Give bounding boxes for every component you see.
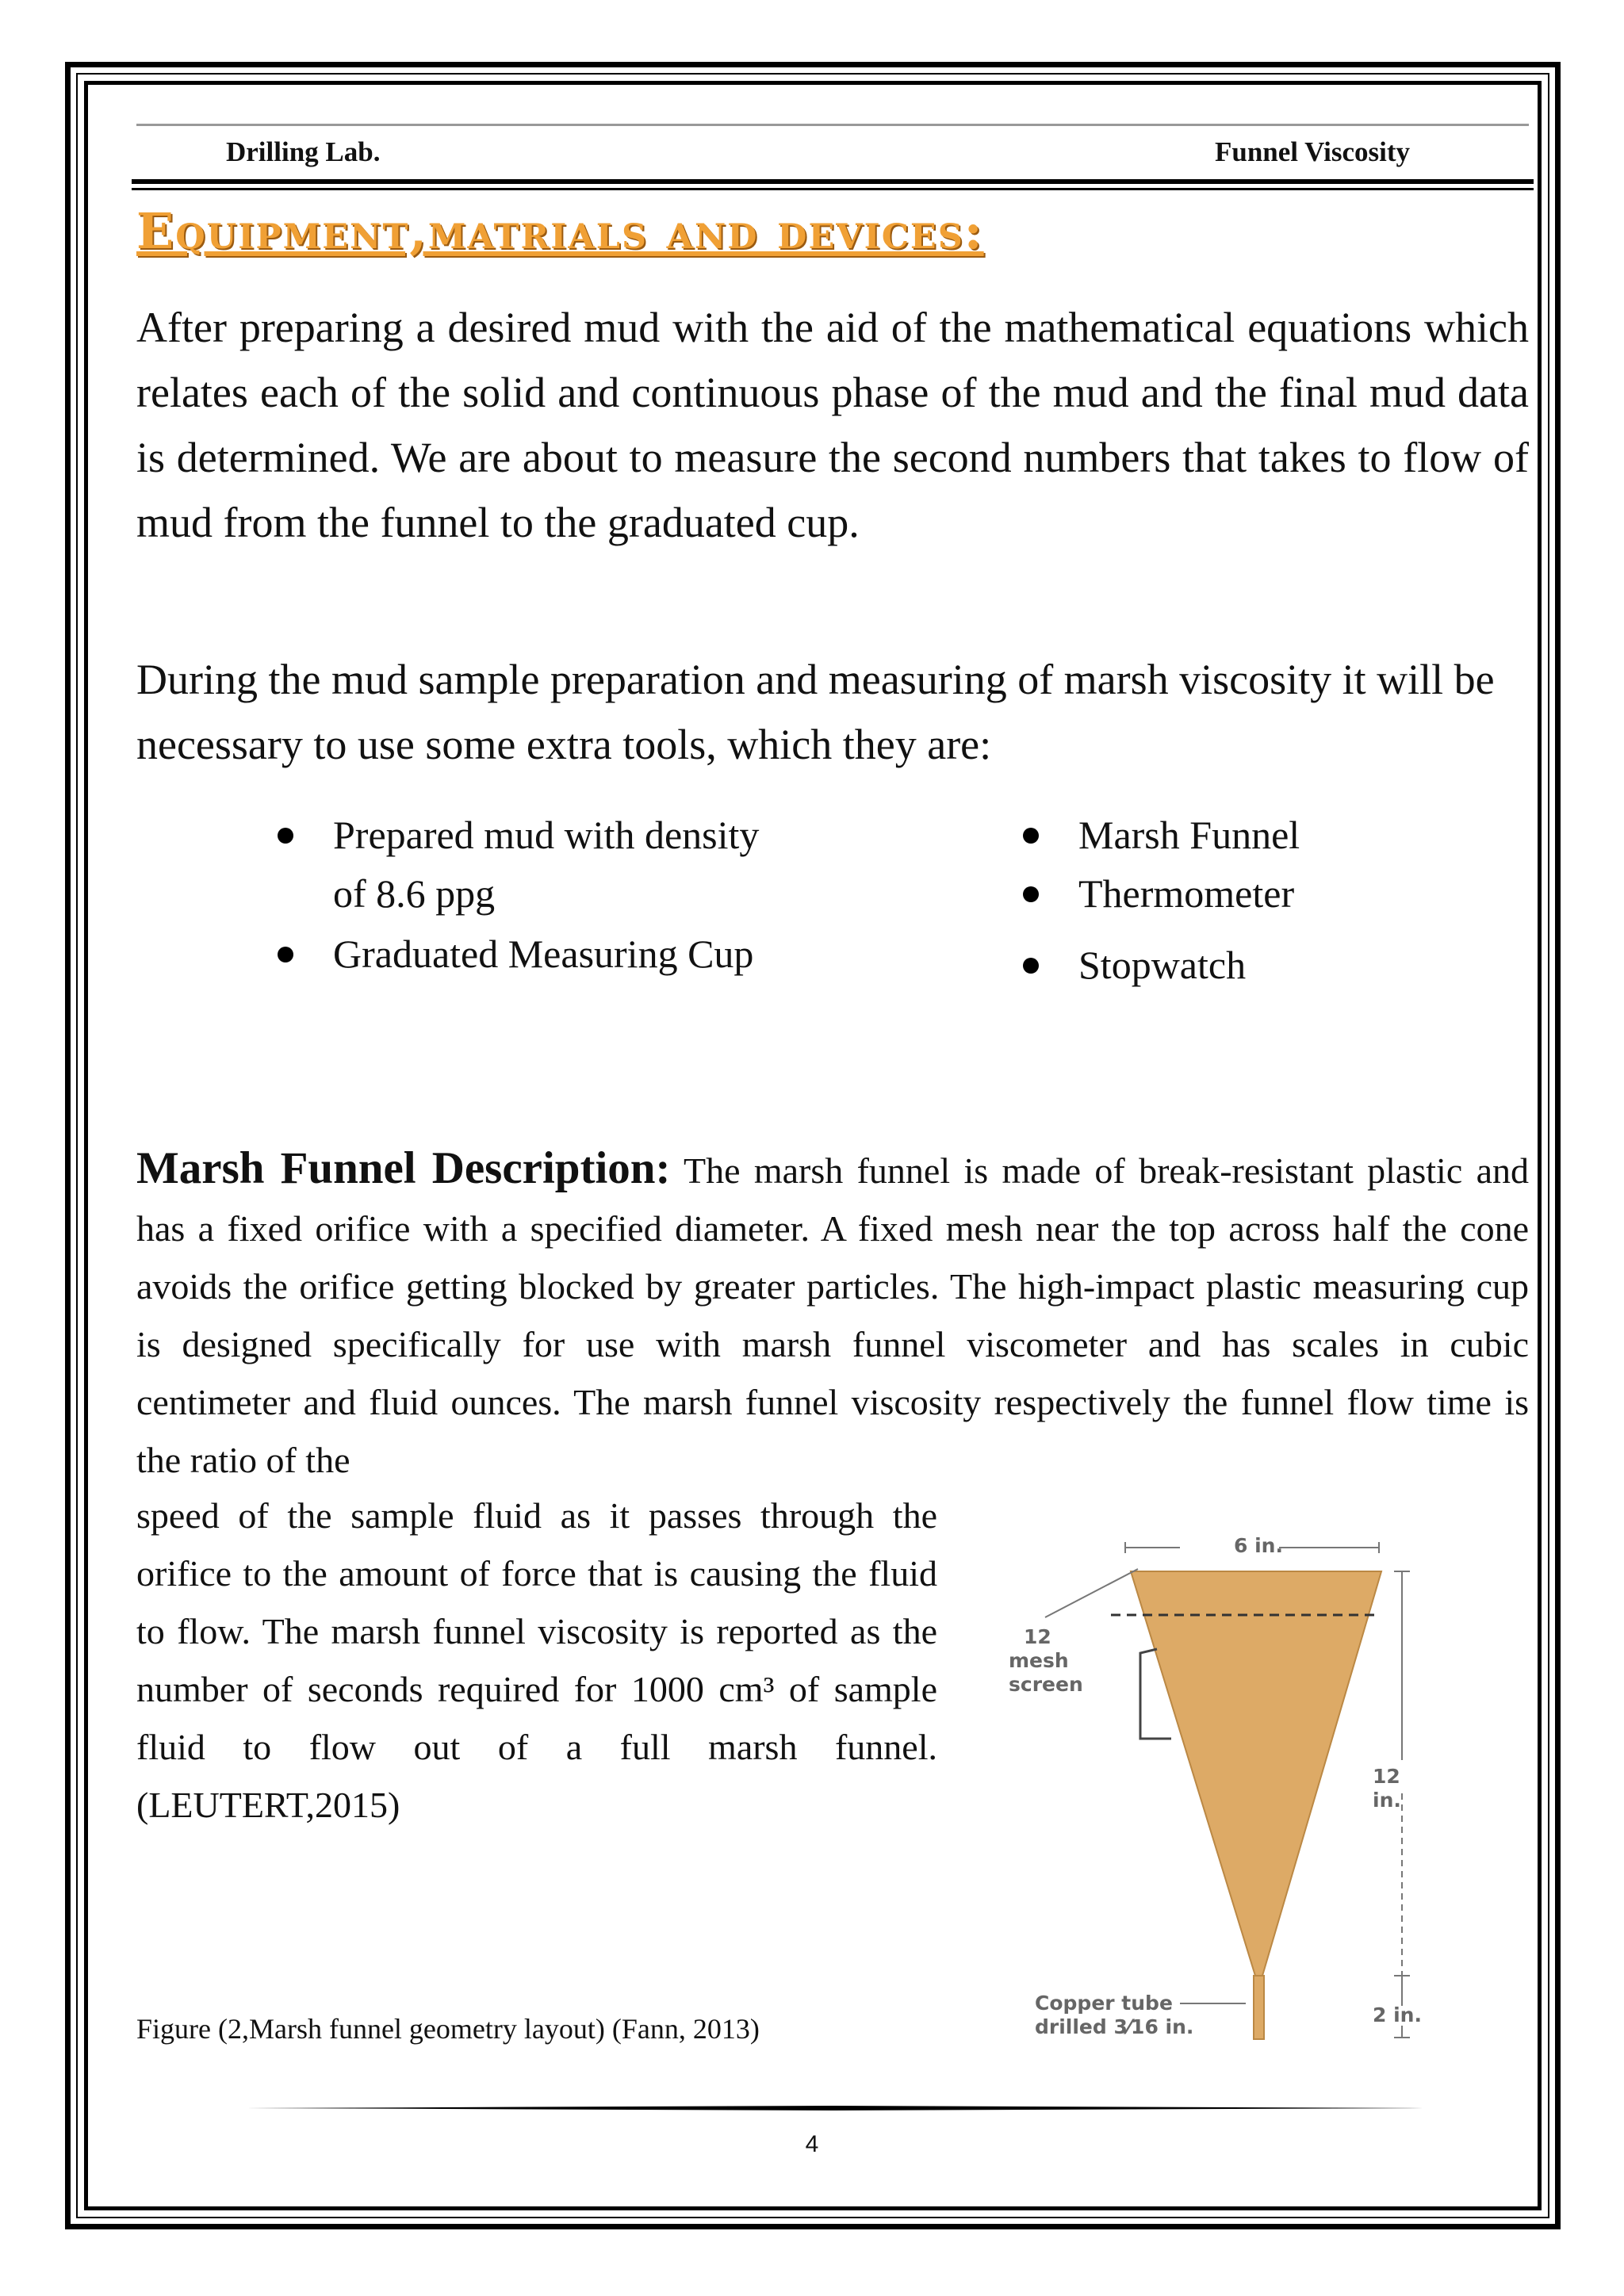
header-rule-thin — [132, 188, 1534, 190]
mesh-label-mesh: mesh — [1009, 1649, 1069, 1672]
header-rule-thick — [132, 179, 1534, 184]
funnel-drawing — [995, 1518, 1423, 2073]
header-course-title: Drilling Lab. — [226, 136, 381, 167]
mesh-label-screen: screen — [1009, 1673, 1083, 1696]
header-topic-title: Funnel Viscosity — [1214, 136, 1410, 167]
page-number: 4 — [805, 2131, 819, 2157]
list-item: Stopwatch — [1015, 936, 1491, 994]
section-title: Equipment,matrials and devices: — [136, 202, 984, 260]
mesh-label-leader — [1045, 1569, 1138, 1617]
intro-paragraph: After preparing a desired mud with the aid of the mathematical equations which relates each of the solid and continuous phase of the mud and the final mud data is determined. We are about to measure the second numbers that takes to flow of mud from the funnel to the graduated cup. — [136, 304, 1529, 546]
tools-list-left — [270, 806, 761, 985]
marsh-description-heading: Marsh Funnel Description: — [136, 1143, 671, 1193]
list-item: Marsh Funnel — [1015, 806, 1491, 864]
list-item: Thermometer — [1015, 864, 1491, 923]
tube-label-line1: Copper tube — [1035, 1992, 1173, 2015]
tube-height-label: 2 in. — [1373, 2003, 1422, 2026]
figure-caption: Figure (2,Marsh funnel geometry layout) (Fann, 2013) — [136, 2013, 760, 2045]
marsh-funnel-description-continued: speed of the sample fluid as it passes through the orifice to the amount of force that is causing the fluid to flow. The marsh funnel viscosity is reported as the number of seconds required for 1000 cm³ of sample fluid to flow out of a full marsh funnel.(LEUTERT,2015) — [136, 1495, 937, 1825]
mesh-label-number: 12 — [1024, 1625, 1051, 1648]
marsh-description-text: The marsh funnel is made of break-resistant plastic and has a fixed orifice with a specified diameter. A fixed mesh near the top across half the cone avoids the orifice getting blocked by greater particles. The high-impact plastic measuring cup is designed specifically for use with marsh funnel viscometer and has scales in cubic centimeter and fluid ounces. The marsh funnel viscosity respectively the funnel flow time is the ratio of the — [136, 1150, 1530, 1480]
tools-intro-paragraph: During the mud sample preparation and measuring of marsh viscosity it will be necessary to use some extra tools, which they are: — [136, 656, 1495, 768]
marsh-funnel-description — [136, 1139, 1529, 1489]
tube-label-line2: drilled 3⁄16 in. — [1035, 2015, 1194, 2038]
footer-divider — [246, 2106, 1423, 2110]
funnel-cone — [1131, 1571, 1381, 1976]
top-width-label: 6 in. — [1234, 1534, 1283, 1557]
cone-height-label: 12 in. — [1373, 1765, 1401, 1812]
list-item: Graduated Measuring Cup — [270, 924, 761, 983]
header-rule-top — [136, 124, 1529, 126]
copper-tube — [1254, 1976, 1264, 2039]
list-item: Prepared mud with density of 8.6 ppg — [270, 806, 761, 923]
tools-list-right — [1015, 806, 1491, 994]
marsh-funnel-diagram — [995, 1518, 1423, 2073]
